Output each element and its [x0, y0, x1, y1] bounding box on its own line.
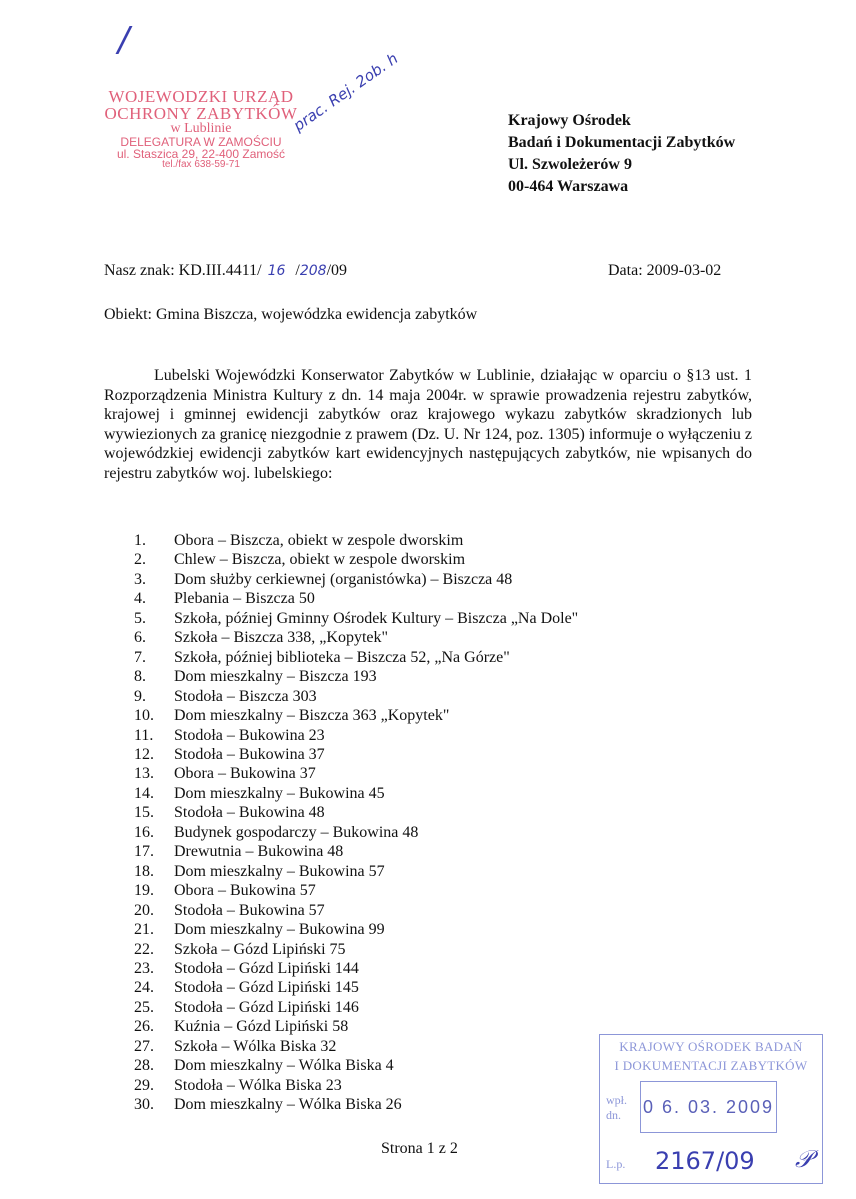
list-item-text: Szkoła, później Gminny Ośrodek Kultury – Biszcza „Na Dole": [174, 609, 579, 627]
list-item: [134, 1076, 578, 1095]
list-item-number: 2.: [134, 551, 146, 569]
list-item: [134, 978, 578, 997]
list-item-text: Szkoła – Wólka Biska 32: [174, 1037, 337, 1055]
list-item: [134, 706, 578, 725]
list-item-text: Dom mieszkalny – Bukowina 99: [174, 921, 385, 939]
list-item-number: 20.: [134, 901, 154, 919]
list-item-number: 15.: [134, 804, 154, 822]
recipient-line: Ul. Szwoleżerów 9: [508, 156, 632, 173]
recipient-address: [508, 110, 735, 198]
list-item-text: Obora – Bukowina 57: [174, 882, 316, 900]
list-item: [134, 940, 578, 959]
received-date: 0 6. 03. 2009: [640, 1081, 777, 1133]
body-paragraph: [104, 366, 752, 484]
reference-label: Nasz znak: KD.III.4411/: [104, 262, 262, 279]
list-item-text: Stodoła – Bukowina 48: [174, 804, 325, 822]
stamp-line: WOJEWODZKI URZĄD: [108, 87, 294, 106]
list-item: [134, 589, 578, 608]
list-item: [134, 1037, 578, 1056]
list-item-text: Szkoła – Biszcza 338, „Kopytek": [174, 629, 389, 647]
list-item-number: 18.: [134, 862, 154, 880]
list-item-text: Stodoła – Gózd Lipiński 145: [174, 979, 359, 997]
reference-hand-2: 208: [299, 263, 327, 279]
list-item: [134, 667, 578, 686]
lp-label: L.p.: [606, 1157, 626, 1171]
reference-sep: /: [291, 262, 300, 279]
list-item: [134, 609, 578, 628]
list-item-number: 29.: [134, 1076, 154, 1094]
list-item-text: Szkoła, później biblioteka – Biszcza 52, „Na Górze": [174, 648, 510, 666]
list-item: [134, 881, 578, 900]
list-item-text: Dom mieszkalny – Wólka Biska 26: [174, 1096, 402, 1114]
list-item-number: 6.: [134, 629, 146, 647]
list-item-number: 19.: [134, 882, 154, 900]
list-item-text: Stodoła – Gózd Lipiński 146: [174, 998, 359, 1016]
reference-hand-1: 16: [267, 263, 286, 279]
list-item: [134, 920, 578, 939]
list-item-number: 30.: [134, 1096, 154, 1114]
list-item: [134, 745, 578, 764]
list-item-text: Stodoła – Biszcza 303: [174, 687, 317, 705]
list-item-number: 7.: [134, 648, 146, 666]
list-item: [134, 998, 578, 1017]
list-item: [134, 901, 578, 920]
list-item: [134, 842, 578, 861]
list-item-text: Dom służby cerkiewnej (organistówka) – Biszcza 48: [174, 570, 513, 588]
list-item-text: Dom mieszkalny – Biszcza 193: [174, 668, 377, 686]
list-item: [134, 531, 578, 550]
list-item-number: 11.: [134, 726, 154, 744]
list-item-text: Szkoła – Gózd Lipiński 75: [174, 940, 346, 958]
stamp-line: ul. Staszica 29, 22-400 Zamość: [116, 147, 286, 161]
list-item-number: 27.: [134, 1037, 154, 1055]
list-item: [134, 1017, 578, 1036]
wpl-label: [606, 1093, 627, 1123]
list-item-text: Kuźnia – Gózd Lipiński 58: [174, 1018, 349, 1036]
received-stamp-title: I DOKUMENTACJI ZABYTKÓW: [614, 1058, 808, 1073]
list-item-text: Chlew – Biszcza, obiekt w zespole dworskim: [174, 551, 466, 569]
stamp-line: tel./fax 638-59-71: [162, 159, 240, 170]
list-item-text: Stodoła – Bukowina 37: [174, 745, 325, 763]
list-item-text: Dom mieszkalny – Biszcza 363 „Kopytek": [174, 707, 450, 725]
handwritten-note: prac. Rej. 2ob. h: [290, 49, 402, 135]
list-item: [134, 628, 578, 647]
list-item-number: 22.: [134, 940, 154, 958]
monument-list: [134, 531, 578, 1115]
list-item-number: 4.: [134, 590, 146, 608]
list-item-text: Dom mieszkalny – Wólka Biska 4: [174, 1057, 394, 1075]
list-item: [134, 1095, 578, 1114]
list-item-number: 26.: [134, 1018, 154, 1036]
list-item: [134, 862, 578, 881]
list-item-number: 1.: [134, 532, 146, 549]
list-item-text: Stodoła – Bukowina 23: [174, 726, 325, 744]
list-item-number: 5.: [134, 609, 146, 627]
document-date: Data: 2009-03-02: [608, 262, 722, 279]
body-text: Lubelski Wojewódzki Konserwator Zabytków w Lublinie, działając w oparciu o §13 ust. 1 Rozporządzenia Ministra Kultury z dn. 14 maja 2004r. w sprawie prowadzenia rejestru zabytków, krajowej i gminnej ewidencji zabytków oraz krajowego wykazu zabytków skradzionych lub wywiezionych za granicę niezgodnie z prawem (Dz. U. Nr 124, poz. 1305) informuje o wyłączeniu z wojewódzkiej ewidencji zabytków kart ewidencyjnych następujących zabytków, nie wpisanych do rejestru zabytków woj. lubelskiego:: [104, 367, 752, 482]
wpl-text: wpł.: [606, 1093, 627, 1107]
list-item-number: 3.: [134, 570, 146, 588]
subject-line: Obiekt: Gmina Biszcza, wojewódzka ewidencja zabytków: [104, 306, 478, 323]
recipient-line: 00-464 Warszawa: [508, 178, 629, 195]
recipient-line: Badań i Dokumentacji Zabytków: [508, 134, 736, 151]
list-item-number: 9.: [134, 687, 146, 705]
list-item: [134, 570, 578, 589]
list-item-number: 25.: [134, 998, 154, 1016]
list-item: [134, 1056, 578, 1075]
list-item: [134, 764, 578, 783]
list-item-text: Budynek gospodarczy – Bukowina 48: [174, 823, 419, 841]
list-item-number: 28.: [134, 1057, 154, 1075]
list-item-number: 17.: [134, 843, 154, 861]
list-item-number: 12.: [134, 745, 154, 763]
list-item-number: 10.: [134, 707, 154, 725]
reference-number: [104, 262, 347, 280]
list-item-text: Drewutnia – Bukowina 48: [174, 843, 344, 861]
list-item-text: Plebania – Biszcza 50: [174, 590, 315, 608]
list-item: [134, 784, 578, 803]
list-item-number: 13.: [134, 765, 154, 783]
list-item-text: Dom mieszkalny – Bukowina 57: [174, 862, 385, 880]
reference-suffix: /09: [326, 262, 348, 279]
list-item: [134, 687, 578, 706]
received-stamp: [599, 1034, 823, 1184]
dn-text: dn.: [606, 1108, 621, 1122]
sender-stamp: [86, 88, 316, 170]
handwritten-mark: /: [118, 20, 130, 60]
stamp-line: w Lublinie: [170, 121, 232, 136]
list-item-text: Stodoła – Bukowina 57: [174, 901, 325, 919]
list-item-number: 16.: [134, 823, 154, 841]
list-item-text: Stodoła – Gózd Lipiński 144: [174, 959, 359, 977]
list-item: [134, 648, 578, 667]
registration-number: 2167/09: [655, 1147, 755, 1175]
list-item-number: 24.: [134, 979, 154, 997]
list-item: [134, 959, 578, 978]
list-item-number: 14.: [134, 784, 154, 802]
list-item-text: Obora – Biszcza, obiekt w zespole dworskim: [174, 532, 464, 549]
list-item-text: Dom mieszkalny – Bukowina 45: [174, 784, 385, 802]
stamp-line: DELEGATURA W ZAMOŚCIU: [120, 135, 282, 149]
list-item-number: 8.: [134, 668, 146, 686]
list-item-number: 21.: [134, 921, 154, 939]
received-stamp-title: KRAJOWY OŚRODEK BADAŃ: [619, 1039, 803, 1054]
list-item: [134, 550, 578, 569]
list-item-text: Stodoła – Wólka Biska 23: [174, 1076, 342, 1094]
list-item: [134, 726, 578, 745]
list-item: [134, 823, 578, 842]
page-number: Strona 1 z 2: [381, 1140, 458, 1157]
stamp-line: OCHRONY ZABYTKÓW: [104, 104, 298, 123]
list-item-number: 23.: [134, 959, 154, 977]
recipient-line: Krajowy Ośrodek: [508, 112, 631, 129]
list-item: [134, 803, 578, 822]
list-item-text: Obora – Bukowina 37: [174, 765, 316, 783]
signature-initials: 𝒫: [795, 1145, 813, 1173]
